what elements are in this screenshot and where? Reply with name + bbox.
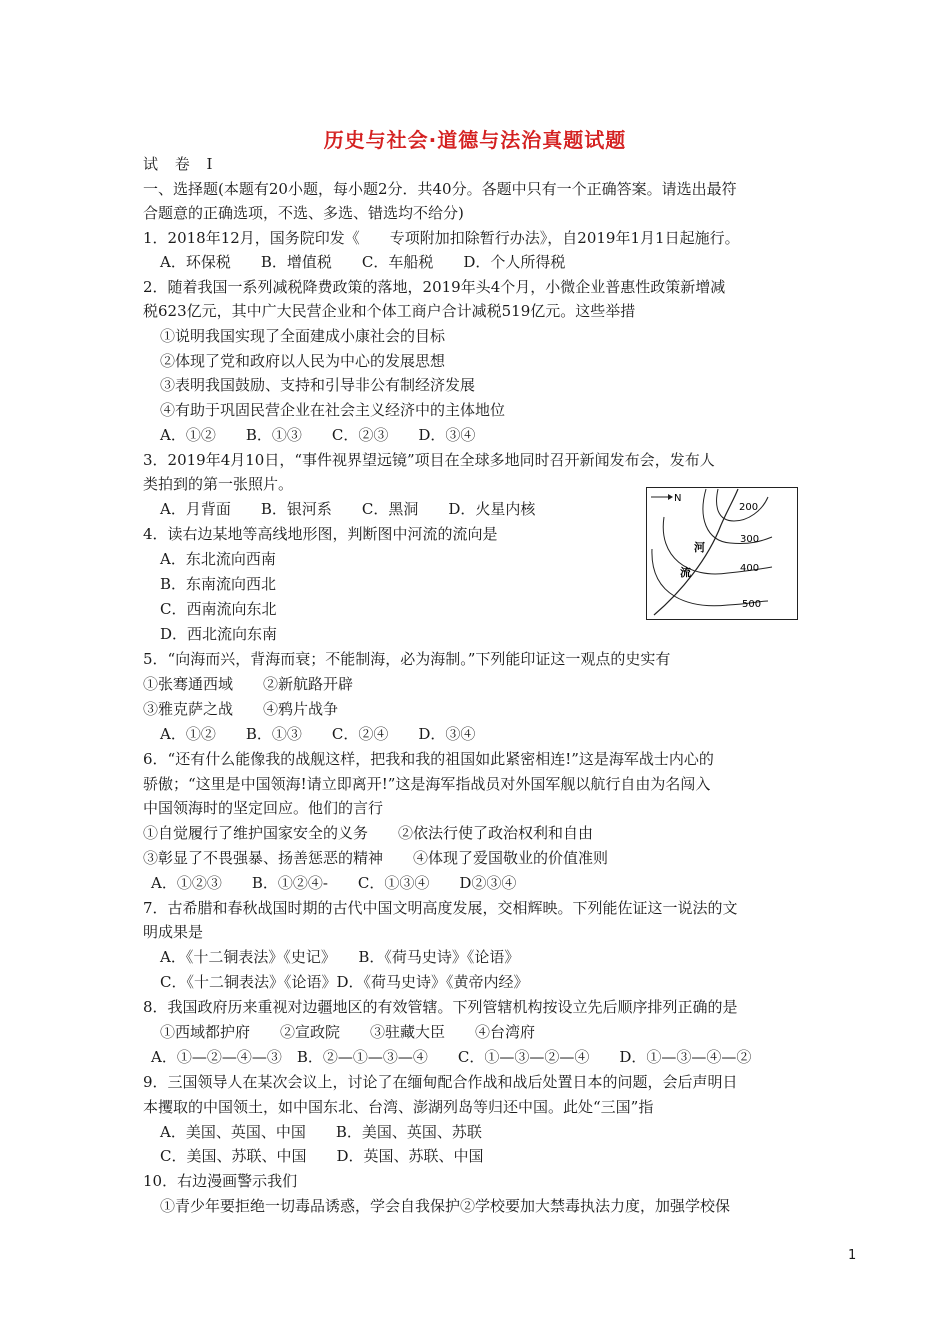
q4-option-c: C．西南流向东北 xyxy=(160,600,277,618)
q9-stem-2: 本攫取的中国领土，如中国东北、台湾、澎湖列岛等归还中国。此处“三国”指 xyxy=(143,1098,654,1116)
q2-stem-2: 税623亿元，其中广大民营企业和个体工商户合计减税519亿元。这些举措 xyxy=(143,302,636,320)
river-label-2: 流 xyxy=(680,566,691,579)
q2-item-3: ③表明我国鼓励、支持和引导非公有制经济发展 xyxy=(160,376,476,394)
q5-options: A．①② B．①③ C．②④ D．③④ xyxy=(160,725,476,743)
q2-stem-1: 2．随着我国一系列减税降费政策的落地，2019年头4个月，小微企业普惠性政策新增减 xyxy=(143,278,726,296)
contour-map xyxy=(646,487,798,620)
river-label-1: 河 xyxy=(694,541,705,554)
page-title: 历史与社会·道德与法治真题试题 xyxy=(323,128,627,152)
q5-items-2: ③雅克萨之战 ④鸦片战争 xyxy=(143,700,339,718)
q10-stem: 10．右边漫画警示我们 xyxy=(143,1172,298,1190)
q8-options: A．①—②—④—③ B．②—①—③—④ C．①—③—②—④ D．①—③—④—② xyxy=(151,1048,752,1066)
q7-stem-2: 明成果是 xyxy=(143,923,204,941)
contour-label-300: 300 xyxy=(740,534,760,545)
q4-stem: 4．读右边某地等高线地形图，判断图中河流的流向是 xyxy=(143,525,498,543)
q3-stem-1: 3．2019年4月10日，“事件视界望远镜”项目在全球多地同时召开新闻发布会，发布人 xyxy=(143,451,715,469)
section-heading: 试 卷 Ⅰ xyxy=(143,155,219,173)
instructions-line-1: 一、选择题(本题有20小题，每小题2分．共40分。各题中只有一个正确答案。请选出最符 xyxy=(143,180,737,198)
q4-option-d: D．西北流向东南 xyxy=(160,625,278,643)
q1-options: A．环保税 B．增值税 C．车船税 D．个人所得税 xyxy=(160,253,566,271)
instructions-line-2: 合题意的正确选项，不选、多选、错选均不给分) xyxy=(143,204,464,222)
q7-options-1: A．《十二铜表法》《史记》 B．《荷马史诗》《论语》 xyxy=(160,948,520,966)
q6-items-1: ①自觉履行了维护国家安全的义务 ②依法行使了政治权利和自由 xyxy=(143,824,594,842)
q7-options-2: C．《十二铜表法》《论语》D．《荷马史诗》《黄帝内经》 xyxy=(160,973,529,991)
q6-items-2: ③彰显了不畏强暴、扬善惩恶的精神 ④体现了爱国敬业的价值准则 xyxy=(143,849,609,867)
q5-items-1: ①张骞通西域 ②新航路开辟 xyxy=(143,675,354,693)
q9-options-2: C．美国、苏联、中国 D．英国、苏联、中国 xyxy=(160,1147,484,1165)
q2-item-1: ①说明我国实现了全面建成小康社会的目标 xyxy=(160,327,446,345)
page-number: 1 xyxy=(848,1248,857,1263)
contour-label-200: 200 xyxy=(739,502,759,513)
q9-stem-1: 9．三国领导人在某次会议上，讨论了在缅甸配合作战和战后处置日本的问题，会后声明日 xyxy=(143,1073,738,1091)
q10-items: ①青少年要拒绝一切毒品诱惑，学会自我保护②学校要加大禁毒执法力度，加强学校保 xyxy=(160,1197,731,1215)
contour-label-500: 500 xyxy=(742,599,762,610)
q2-item-4: ④有助于巩固民营企业在社会主义经济中的主体地位 xyxy=(160,401,506,419)
q2-item-2: ②体现了党和政府以人民为中心的发展思想 xyxy=(160,352,446,370)
q1-stem: 1．2018年12月，国务院印发《 专项附加扣除暂行办法》，自2019年1月1日起施行。 xyxy=(143,229,740,247)
contour-label-400: 400 xyxy=(740,563,760,574)
q6-stem-3: 中国领海时的坚定回应。他们的言行 xyxy=(143,799,384,817)
q2-options: A．①② B．①③ C．②③ D．③④ xyxy=(160,426,476,444)
q6-options: A．①②③ B．①②④- C．①③④ D②③④ xyxy=(151,874,517,892)
q4-option-b: B．东南流向西北 xyxy=(160,575,277,593)
q8-stem: 8．我国政府历来重视对边疆地区的有效管辖。下列管辖机构按设立先后顺序排列正确的是 xyxy=(143,998,738,1016)
q5-stem: 5．“向海而兴，背海而衰；不能制海，必为海制。”下列能印证这一观点的史实有 xyxy=(143,650,671,668)
q9-options-1: A．美国、英国、中国 B．美国、英国、苏联 xyxy=(160,1123,482,1141)
north-label: N xyxy=(674,493,682,504)
q6-stem-2: 骄傲；“这里是中国领海!请立即离开!”这是海军指战员对外国军舰以航行自由为名闯入 xyxy=(143,775,711,793)
q3-options: A．月背面 B．银河系 C．黑洞 D．火星内核 xyxy=(160,500,536,518)
q7-stem-1: 7．古希腊和春秋战国时期的古代中国文明高度发展，交相辉映。下列能佐证这一说法的文 xyxy=(143,899,738,917)
q4-option-a: A．东北流向西南 xyxy=(160,550,276,568)
q3-stem-2: 类拍到的第一张照片。 xyxy=(143,475,294,493)
q6-stem-1: 6．“还有什么能像我的战舰这样，把我和我的祖国如此紧密相连!”这是海军战士内心的 xyxy=(143,750,714,768)
q8-items: ①西域都护府 ②宣政院 ③驻藏大臣 ④台湾府 xyxy=(160,1023,536,1041)
